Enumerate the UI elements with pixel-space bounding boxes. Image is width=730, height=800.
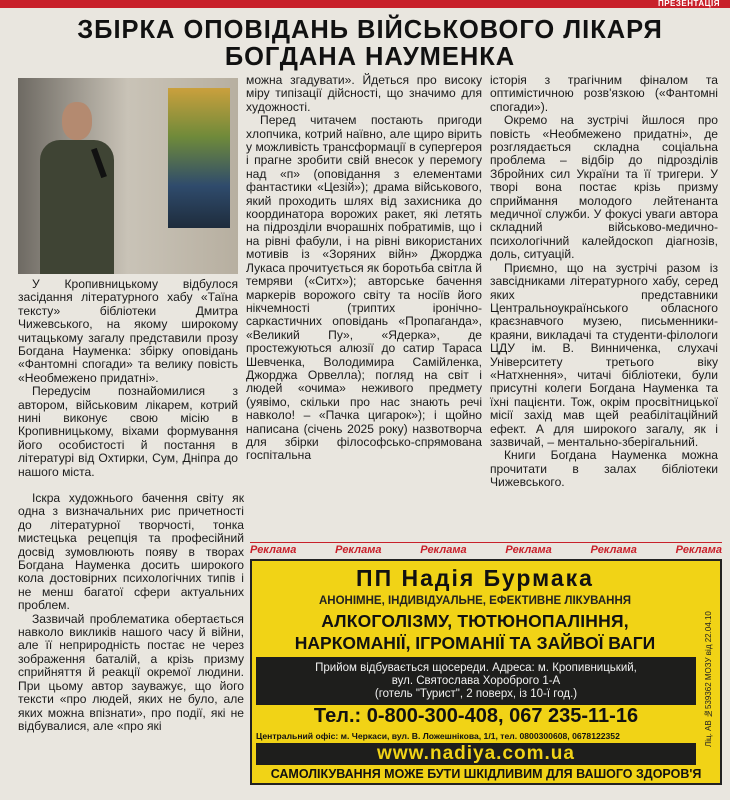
paragraph: Окремо на зустрічі йшлося про повість «Необмежено придатні», де розглядається складна соціальна проблема – відбір до підрозділів Збройних сил України та її тригери. У творі вона постає крізь призму сприймання молодого лейтенанта медичної служби. У фокусі уваги автора складний військово-медично-психологічний калейдоскоп діагнозів, доль, ситуацій. bbox=[490, 113, 718, 262]
ad-label: Реклама bbox=[675, 543, 722, 556]
author-photo bbox=[18, 78, 238, 274]
speaker-torso bbox=[40, 140, 114, 274]
top-color-bar bbox=[0, 0, 730, 8]
ad-address-box bbox=[256, 657, 696, 707]
paragraph: Перед читачем постають пригоди хлопчика, котрий наївно, але щиро вірить у можливість трансформації в супергероя і прагне зробити свій внесок у перемогу над «п» (оповідання з елементами фантастики «Цезій»); драма військового, який проходить шлях від захисника до координатора ворожих ракет, які летять на підрозділи вчорашніх побратимів, що і на рівні фабули, і на рівні використаних мотивів із «Зоряних війн» Джорджа Лукаса прочитується як боротьба світла й темряви («Ситх»); авторське бачення маркерів ворожого світу та носіїв його нікчемності (триптих іронічно-саркастичних оповідань «Пропаганда», «Великий Пу», «Ядерка», де простежуються алюзії до сатир Тараса Шевченка, Володимира Самійленка, Джорджа Орвелла); погляд на світ і людей «очима» неживого предмету (уявімо, скільки про нас знають речі навколо! – «Пачка цигарок»); і щойно написана (січень 2025 року) назвотворча для збірки філософсько-спрямована госпітальна bbox=[246, 113, 482, 463]
speaker-head bbox=[62, 102, 92, 140]
advertisement-label-strip bbox=[250, 542, 722, 556]
ad-health-warning: САМОЛІКУВАННЯ МОЖЕ БУТИ ШКІДЛИВИМ ДЛЯ ВАШОГО ЗДОРОВ'Я bbox=[270, 767, 702, 781]
paragraph: Передусім познайомилися з автором, військовим лікарем, котрий нині виконує свою місію в Кропивницькому, віхами формування його особистості й постання в літературі від Охтирки, Сум, Дніпра до нашого міста. bbox=[18, 384, 238, 479]
ad-treatment-line: АНОНІМНЕ, ІНДИВІДУАЛЬНЕ, ЕФЕКТИВНЕ ЛІКУВАННЯ bbox=[318, 595, 632, 607]
paragraph: історія з трагічним фіналом та оптимістичною розв'язкою («Фантомні спогади»). bbox=[490, 73, 718, 114]
paragraph: Зазвичай проблематика обертається навколо викликів нашого часу й війни, але її неприродність постає не через зображення баталій, а крізь призму сприйняття й реакції окремої людини. При цьому автор зауважує, що його тексти «про людей, яких не було, але яких можна впізнати», про події, які не відбувалися, але «про які bbox=[18, 611, 244, 733]
ad-label: Реклама bbox=[420, 543, 467, 556]
ad-conditions-line-2: НАРКОМАНІЇ, ІГРОМАНІЇ ТА ЗАЙВОЇ ВАГИ bbox=[294, 633, 656, 653]
ad-conditions-line-1: АЛКОГОЛІЗМУ, ТЮТЮНОПАЛІННЯ, bbox=[321, 611, 629, 631]
advertisement-box bbox=[250, 559, 722, 785]
ad-address-line: Прийом відбувається щосереди. Адреса: м. Кропивницький, bbox=[315, 662, 637, 674]
paragraph: Іскра художнього бачення світу як одна з визначальних рис причетності до літературної творчості, тонка мистецька рецепція та професійний досвід зумовлюють появу в творах Богдана Науменка досить широкого кола достовірних психологічних типів і не менш багатої сфери актуальних проблем. bbox=[18, 491, 244, 613]
ad-label: Реклама bbox=[505, 543, 552, 556]
section-rubric: ПРЕЗЕНТАЦІЯ bbox=[657, 0, 720, 8]
ad-website: www.nadiya.com.ua bbox=[256, 743, 696, 765]
ad-label: Реклама bbox=[335, 543, 382, 556]
photo-speaker bbox=[32, 102, 112, 274]
ad-label: Реклама bbox=[590, 543, 637, 556]
article-headline: ЗБІРКА ОПОВІДАНЬ ВІЙСЬКОВОГО ЛІКАРЯ БОГДАНА НАУМЕНКА bbox=[77, 14, 663, 71]
paragraph: Книги Богдана Науменка можна прочитати в залах бібліотеки Чижевського. bbox=[490, 448, 718, 490]
ad-address-line: (готель "Турист", 2 поверх, із 10-ї год.) bbox=[374, 688, 578, 700]
article-column-1-top bbox=[18, 278, 238, 479]
article-column-1-bottom bbox=[18, 492, 244, 733]
paragraph: Приємно, що на зустрічі разом із завсідниками літературного хабу, серед яких представники Центральноукраїнського обласного краєзнавчого музею, письменники-краяни, викладачі та студенти-філологи ЦДУ ім. В. Винниченка, слухачі Університету третього віку «Натхнення», читачі бібліотеки, були присутні колеги Богдана Науменка та їхні пацієнти. Тож, окрім просвітницької місії захід мав щей реабілітаційний ефект. А для широкого загалу, як і зазвичай, – ментально-зберігальний. bbox=[490, 260, 718, 449]
ad-license: Ліц. АВ №539362 МОЗУ від 22.04.10 bbox=[704, 611, 713, 747]
article-column-3 bbox=[490, 74, 718, 490]
article-column-2 bbox=[246, 74, 482, 463]
paragraph: У Кропивницькому відбулося засідання літературного хабу «Таїна тексту» бібліотеки Дмитра Чижевського, на якому широкому читацькому загалу представили прозу Богдана Науменка: збірку оповідань «Фантомні спогади» та велику повість «Необмежено придатні». bbox=[18, 277, 238, 385]
ad-label: Реклама bbox=[250, 543, 297, 556]
ad-address-line: вул. Святослава Хороброго 1-А bbox=[391, 675, 561, 687]
ad-company-name: ПП Надія Бурмака bbox=[356, 565, 594, 591]
photo-banner bbox=[168, 88, 230, 228]
ad-phone: Тел.: 0-800-300-408, 067 235-11-16 bbox=[256, 705, 696, 728]
paragraph: можна згадувати». Йдеться про високу міру типізації дійсності, що значимо для художності. bbox=[246, 73, 482, 114]
ad-central-office: Центральний офіс: м. Черкаси, вул. В. Ложешнікова, 1/1, тел. 0800300608, 0678122352 bbox=[256, 731, 620, 741]
